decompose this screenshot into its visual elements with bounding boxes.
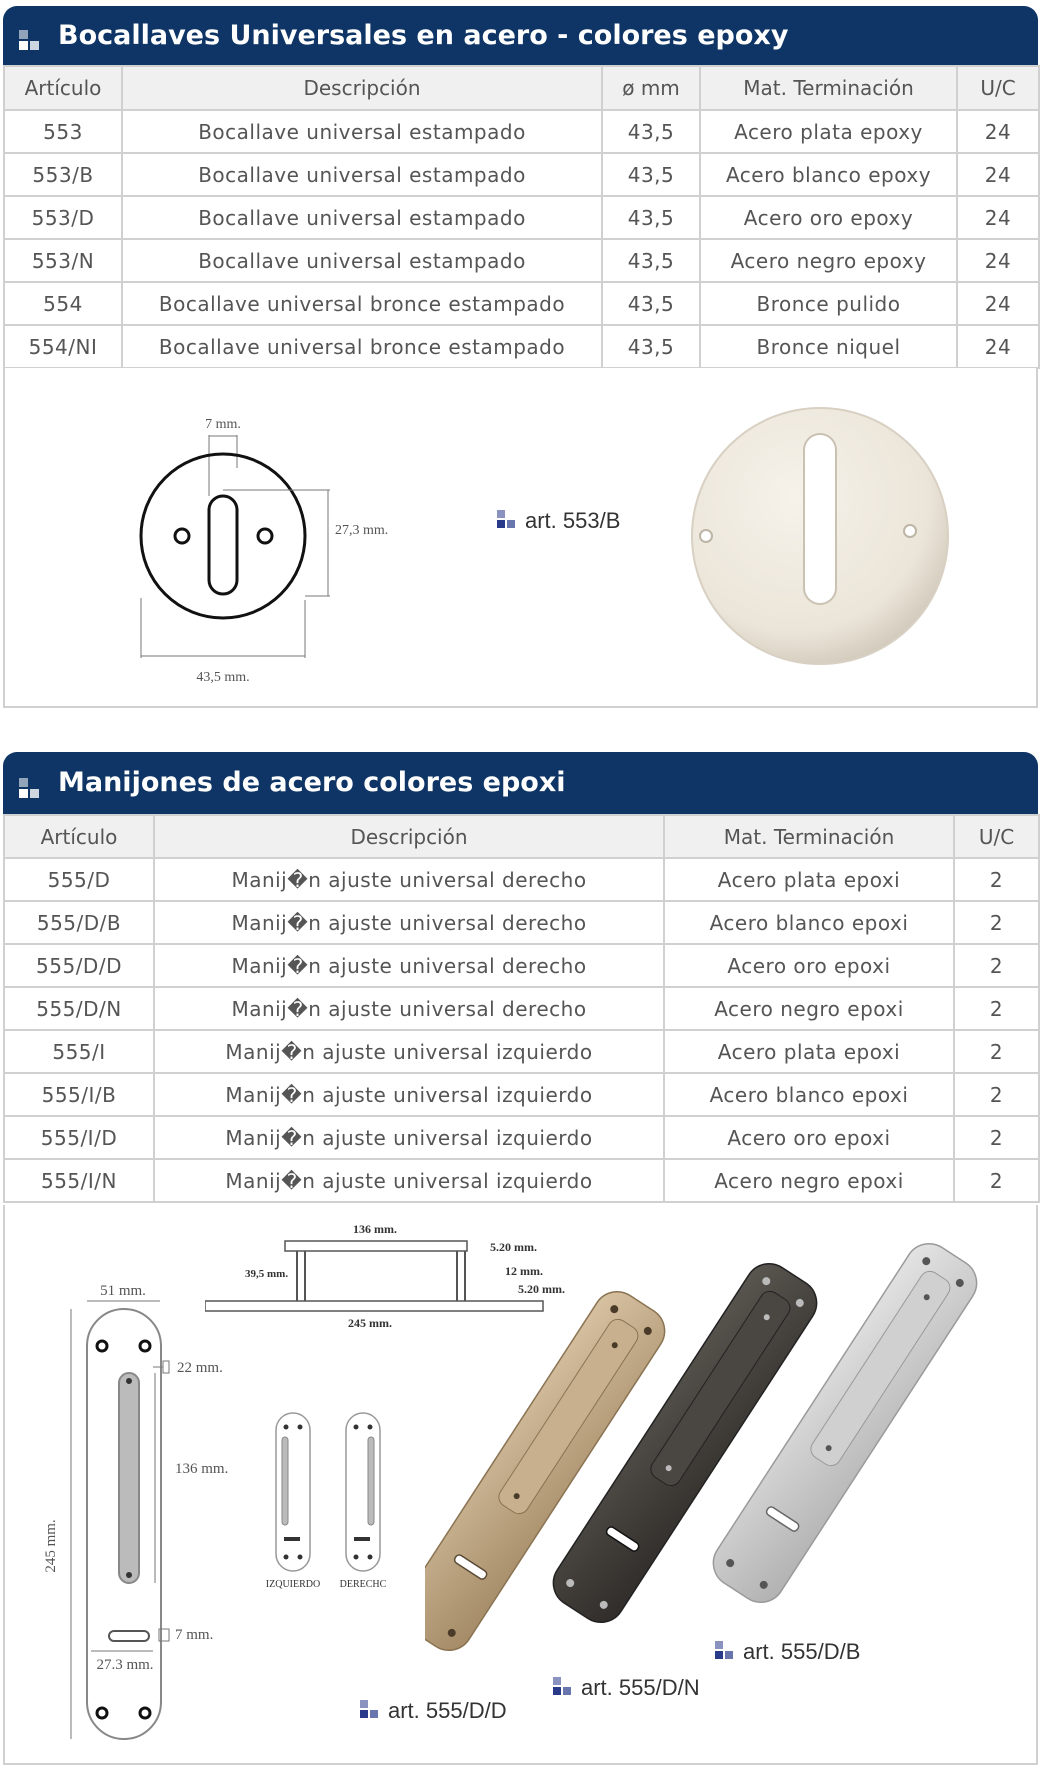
col-descripcion: Descripción (122, 66, 602, 110)
cell-diametro: 43,5 (602, 153, 700, 196)
col-uc: U/C (954, 815, 1039, 858)
cell-articulo: 555/D (4, 858, 154, 901)
bullet-squares-icon (19, 30, 41, 52)
product-table (3, 814, 1040, 1203)
table-header-row (4, 66, 1039, 110)
cell-uc: 2 (954, 987, 1039, 1030)
cell-articulo: 555/I/N (4, 1159, 154, 1202)
table-header-row (4, 815, 1039, 858)
table-row (4, 1073, 1039, 1116)
bullet-squares-icon (553, 1677, 573, 1697)
cell-terminacion: Acero blanco epoxy (700, 153, 957, 196)
cell-terminacion: Acero blanco epoxi (664, 901, 954, 944)
cell-uc: 24 (957, 282, 1039, 325)
product-images (3, 1205, 1038, 1765)
caption-553b: art. 553/B (497, 508, 620, 534)
table-row (4, 987, 1039, 1030)
cell-terminacion: Acero negro epoxy (700, 239, 957, 282)
cell-descripcion: Bocallave universal estampado (122, 153, 602, 196)
cell-terminacion: Acero plata epoxi (664, 858, 954, 901)
table-row (4, 110, 1039, 153)
cell-articulo: 554 (4, 282, 122, 325)
cell-terminacion: Acero negro epoxi (664, 1159, 954, 1202)
dim-side-height: 39,5 mm. (245, 1268, 289, 1280)
dim-slot: 7 mm. (175, 1627, 214, 1643)
cell-articulo: 553 (4, 110, 122, 153)
section-header (3, 6, 1038, 65)
cell-terminacion: Acero plata epoxy (700, 110, 957, 153)
table-row (4, 282, 1039, 325)
cell-uc: 24 (957, 110, 1039, 153)
cell-articulo: 555/I (4, 1030, 154, 1073)
cell-articulo: 555/D/D (4, 944, 154, 987)
bullet-squares-icon (497, 510, 517, 530)
cell-descripcion: Manij�n ajuste universal izquierdo (154, 1030, 664, 1073)
dim-side-t1: 5.20 mm. (490, 1240, 537, 1254)
cell-descripcion: Bocallave universal estampado (122, 110, 602, 153)
cell-descripcion: Manij�n ajuste universal derecho (154, 901, 664, 944)
cell-descripcion: Manij�n ajuste universal derecho (154, 858, 664, 901)
table-row (4, 1030, 1039, 1073)
cell-diametro: 43,5 (602, 196, 700, 239)
cell-diametro: 43,5 (602, 239, 700, 282)
manijon-left-right-diagram (260, 1405, 410, 1595)
cell-descripcion: Bocallave universal bronce estampado (122, 282, 602, 325)
product-table (3, 65, 1040, 369)
product-images (3, 368, 1038, 708)
section-bocallaves (3, 6, 1038, 716)
label-derecho: DERECHC (339, 1579, 387, 1590)
cell-uc: 2 (954, 1073, 1039, 1116)
dim-slot-width: 7 mm. (205, 417, 241, 432)
manijon-photos (425, 1233, 1025, 1673)
cell-terminacion: Acero plata epoxi (664, 1030, 954, 1073)
cell-terminacion: Acero blanco epoxi (664, 1073, 954, 1116)
bullet-squares-icon (715, 1641, 735, 1661)
cell-uc: 24 (957, 196, 1039, 239)
table-row (4, 1116, 1039, 1159)
caption-555db: art. 555/D/B (715, 1639, 860, 1665)
table-row (4, 153, 1039, 196)
col-articulo: Artículo (4, 815, 154, 858)
cell-articulo: 554/NI (4, 325, 122, 368)
cell-descripcion: Bocallave universal estampado (122, 239, 602, 282)
section-title: Manijones de acero colores epoxi (58, 767, 566, 798)
cell-diametro: 43,5 (602, 110, 700, 153)
cell-uc: 2 (954, 1116, 1039, 1159)
cell-uc: 24 (957, 325, 1039, 368)
col-articulo: Artículo (4, 66, 122, 110)
cell-terminacion: Acero oro epoxi (664, 1116, 954, 1159)
bocallave-photo (670, 386, 970, 686)
col-terminacion: Mat. Terminación (664, 815, 954, 858)
col-uc: U/C (957, 66, 1039, 110)
cell-uc: 24 (957, 153, 1039, 196)
section-title: Bocallaves Universales en acero - colores epoxy (58, 20, 789, 51)
cell-descripcion: Manij�n ajuste universal derecho (154, 944, 664, 987)
table-row (4, 196, 1039, 239)
cell-descripcion: Bocallave universal bronce estampado (122, 325, 602, 368)
dim-grip-length: 136 mm. (175, 1461, 229, 1477)
cell-articulo: 553/D (4, 196, 122, 239)
cell-terminacion: Acero oro epoxi (664, 944, 954, 987)
cell-uc: 2 (954, 858, 1039, 901)
cell-descripcion: Bocallave universal estampado (122, 196, 602, 239)
col-descripcion: Descripción (154, 815, 664, 858)
section-manijones (3, 752, 1038, 1770)
cell-uc: 2 (954, 901, 1039, 944)
cell-descripcion: Manij�n ajuste universal derecho (154, 987, 664, 1030)
cell-articulo: 553/N (4, 239, 122, 282)
dim-length: 245 mm. (43, 1519, 59, 1573)
table-row (4, 944, 1039, 987)
col-terminacion: Mat. Terminación (700, 66, 957, 110)
dim-height: 27,3 mm. (335, 523, 389, 538)
table-row (4, 901, 1039, 944)
cell-diametro: 43,5 (602, 325, 700, 368)
section-header (3, 752, 1038, 814)
dim-side-t2: 12 mm. (505, 1264, 543, 1278)
cell-articulo: 555/I/D (4, 1116, 154, 1159)
cell-terminacion: Acero oro epoxy (700, 196, 957, 239)
dim-side-top: 136 mm. (353, 1222, 397, 1236)
dim-diameter: 43,5 mm. (196, 670, 250, 685)
cell-uc: 24 (957, 239, 1039, 282)
dim-side-length: 245 mm. (348, 1316, 392, 1330)
table-row (4, 858, 1039, 901)
cell-descripcion: Manij�n ajuste universal izquierdo (154, 1159, 664, 1202)
dim-top-gap: 22 mm. (177, 1360, 223, 1376)
cell-terminacion: Bronce niquel (700, 325, 957, 368)
dim-width: 51 mm. (100, 1283, 146, 1299)
cell-terminacion: Bronce pulido (700, 282, 957, 325)
cell-articulo: 553/B (4, 153, 122, 196)
cell-terminacion: Acero negro epoxi (664, 987, 954, 1030)
dim-side-t3: 5.20 mm. (518, 1282, 565, 1296)
cell-diametro: 43,5 (602, 282, 700, 325)
cell-descripcion: Manij�n ajuste universal izquierdo (154, 1116, 664, 1159)
cell-articulo: 555/I/B (4, 1073, 154, 1116)
cell-descripcion: Manij�n ajuste universal izquierdo (154, 1073, 664, 1116)
table-row (4, 1159, 1039, 1202)
label-izquierdo: IZQUIERDO (265, 1579, 321, 1590)
cell-uc: 2 (954, 1159, 1039, 1202)
bullet-squares-icon (360, 1700, 380, 1720)
cell-uc: 2 (954, 1030, 1039, 1073)
col-diametro: ø mm (602, 66, 700, 110)
cell-articulo: 555/D/B (4, 901, 154, 944)
bullet-squares-icon (19, 778, 41, 800)
caption-555dn: art. 555/D/N (553, 1675, 700, 1701)
caption-555dd: art. 555/D/D (360, 1698, 507, 1724)
bocallave-diagram (105, 368, 425, 698)
dim-slot-width: 27.3 mm. (96, 1657, 154, 1673)
table-row (4, 239, 1039, 282)
cell-uc: 2 (954, 944, 1039, 987)
table-row (4, 325, 1039, 368)
cell-articulo: 555/D/N (4, 987, 154, 1030)
